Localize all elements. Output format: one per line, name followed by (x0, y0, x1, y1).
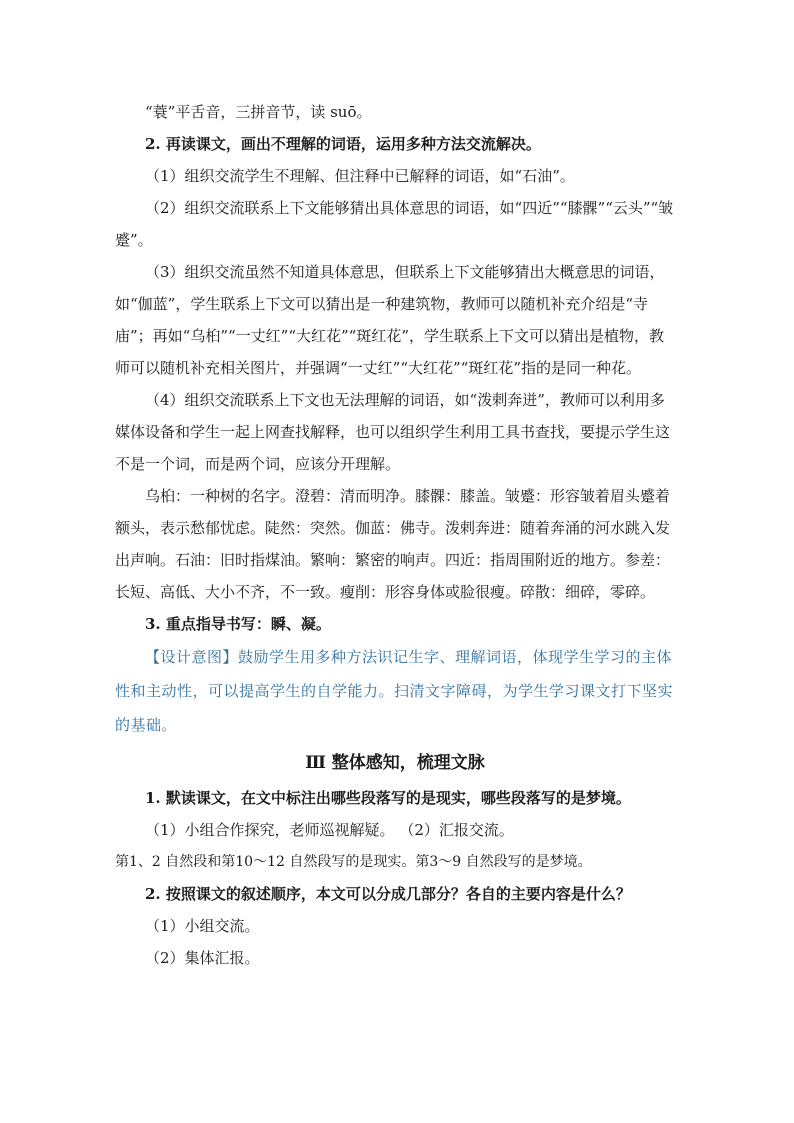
page-content (115, 96, 675, 974)
step-2-heading: 2. 再读课文，画出不理解的词语，运用多种方法交流解决。 (145, 135, 541, 153)
section-3-step-1-answer: 第1、2 自然段和第10～12 自然段写的是现实。第3～9 自然段写的是梦境。 (115, 854, 592, 870)
pronunciation-note: “蓑”平舌音，三拼音节，读 suō。 (145, 103, 372, 121)
design-intent-note: 【设计意图】鼓励学生用多种方法识记生字、理解词语，体现学生学习的主体性和主动性，可以提高学生的自学能力。扫清文字障碍，为学生学习课文打下坚实的基础。 (115, 648, 674, 734)
step-2-item-2: （2）组织交流联系上下文能够猜出具体意思的词语，如“四近”“膝髁”“云头”“皱蹙”。 (115, 199, 674, 249)
section-3-step-2-item-1: （1）小组交流。 (145, 917, 260, 935)
section-3-step-2: 2. 按照课文的叙述顺序，本文可以分成几部分？各自的主要内容是什么？ (145, 885, 631, 903)
section-3-step-1-items: （1）小组合作探究，老师巡视解疑。 （2）汇报交流。 (145, 821, 514, 839)
section-3-title: Ⅲ 整体感知，梳理文脉 (305, 753, 485, 773)
step-2-item-1: （1）组织交流学生不理解、但注释中已解释的词语，如“石油”。 (145, 167, 575, 185)
section-3-step-1: 1. 默读课文，在文中标注出哪些段落写的是现实，哪些段落写的是梦境。 (145, 789, 631, 807)
section-3-step-2-item-2: （2）集体汇报。 (145, 949, 260, 967)
step-2-item-4: （4）组织交流联系上下文也无法理解的词语，如“泼剌奔迸”，教师可以利用多媒体设备和学生一起上网查找解释，也可以组织学生利用工具书查找，要提示学生这不是一个词，而是两个词，应该分开理解。 (115, 391, 671, 473)
step-2-item-3: （3）组织交流虽然不知道具体意思，但联系上下文能够猜出大概意思的词语，如“伽蓝”，学生联系上下文可以猜出是一种建筑物，教师可以随机补充介绍是“寺庙”；再如“乌桕”“一丈红”“大红花”“斑红花”，学生联系上下文可以猜出是植物，教师可以随机补充相关图片，并强调“一丈红”“大红花”“斑红花”指的是同一种花。 (115, 263, 665, 377)
step-3-heading: 3. 重点指导书写：瞬、凝。 (145, 615, 331, 633)
glossary-paragraph: 乌桕：一种树的名字。澄碧：清而明净。膝髁：膝盖。皱蹙：形容皱着眉头蹙着额头，表示愁郁忧虑。陡然：突然。伽蓝：佛寺。泼剌奔进：随着奔涌的河水跳入发出声响。石油：旧时指煤油。繁响：繁密的响声。四近：指周围附近的地方。参差：长短、高低、大小不齐，不一致。瘦削：形容身体或脸很瘦。碎散：细碎，零碎。 (115, 487, 671, 601)
